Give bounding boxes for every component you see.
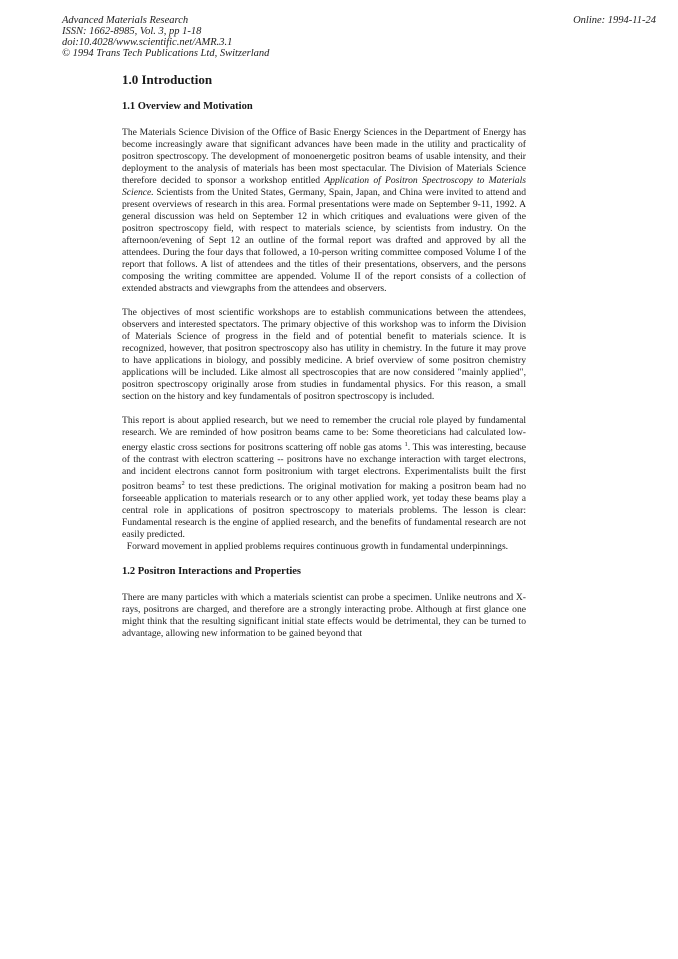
workshop-title: Application of Positron Spectroscopy to Materials Science. [122,175,526,198]
paragraph-text: The Materials Science Division of the Office of Basic Energy Sciences in the Department of Energy has become increasingly aware that significant advances have been made in the utility and practicality of positron spectroscopy. The development of monoenergetic positron beams of usable intensity, and their deployment to the analysis of materials has been most spectacular. The Division of Materials Science therefore decided to sponsor a workshop entitled [122,127,526,186]
section-title: 1.0 Introduction [122,72,213,87]
journal-header [62,15,269,59]
article-body [122,72,526,652]
journal-name: Advanced Materials Research [62,15,189,26]
journal-doi[interactable]: doi:10.4028/www.scientific.net/AMR.3.1 [62,37,233,48]
paragraph-text: . This was interesting, because of the contrast with electron scattering -- positrons have no exchange interaction with target electrons, and incident electrons cannot form positronium with target electrons. Experimentalists built the first positron beams [122,442,526,493]
paragraph-text: Forward movement in applied problems requires continuous growth in fundamental underpinnings. [126,541,509,553]
footnote-ref-2[interactable]: 2 [181,480,185,488]
paragraph-overview-1 [122,127,526,295]
subsection-title-overview: 1.1 Overview and Motivation [122,101,253,112]
paragraph-overview-2: The objectives of most scientific workshops are to establish communications between the attendees, observers and interested spectators. The primary objective of this workshop was to inform the Division of Materials Science of progress in the field and of potential benefit to materials science. It is recognized, however, that positron spectroscopy also has utility in chemistry. In the future it may prove to have applications in biology, and possibly medicine. A brief overview of some positron chemistry applications will be included. Like almost all spectroscopies that are now considered "mainly applied", positron spectroscopy originally arose from studies in fundamental physics. For this reason, a small section on the history and key fundamentals of positron spectroscopy is included. [122,307,526,402]
paragraph-text: Scientists from the United States, Germany, Spain, Japan, and China were invited to attend and present overviews of research in this area. Formal presentations were made on September 9-11, 1992. A general discussion was held on September 12 in which critiques and evaluations were given of the positron spectroscopy field, with respect to materials science, by scientists from industry. On the afternoon/evening of Sept 12 an outline of the formal report was drafted and approved by all the attendees. During the four days that followed, a 10-person writing committee composed Volume I of the report that follows. A list of attendees and the titles of their presentations, observers, and the persons composing the writing committee are appended. Volume II of the report consists of a collection of extended abstracts and viewgraphs from the attendees and observers. [122,187,526,294]
paragraph-text: to test these predictions. The original motivation for making a positron beam had no forseeable application to materials research or to any other applied work, yet today these beams play a central role in applications of positron spectroscopy to materials problems. The lesson is clear: Fundamental research is the engine of applied research, and the benefits of fundamental research are not easily predicted. [122,481,526,541]
online-date: Online: 1994-11-24 [573,15,656,26]
paragraph-overview-3 [122,415,526,553]
paragraph-interactions-1: There are many particles with which a materials scientist can probe a specimen. Unlike neutrons and X-rays, positrons are charged, and therefore are a strongly interacting probe. Although at first glance one might think that the resulting significant initial state effects would be detrimental, they can be turned to advantage, allowing new information to be gained beyond that [122,592,526,640]
journal-issn: ISSN: 1662-8985, Vol. 3, pp 1-18 [62,26,202,37]
subsection-title-interactions: 1.2 Positron Interactions and Properties [122,566,301,578]
footnote-ref-1[interactable]: 1 [404,441,408,448]
paragraph-text: This report is about applied research, but we need to remember the crucial role played by fundamental research. We are reminded of how positron beams came to be: Some theoreticians had calculated low-energy elastic cross sections for positrons scattering off noble gas atoms [122,415,526,454]
journal-copyright: © 1994 Trans Tech Publications Ltd, Switzerland [62,48,270,59]
